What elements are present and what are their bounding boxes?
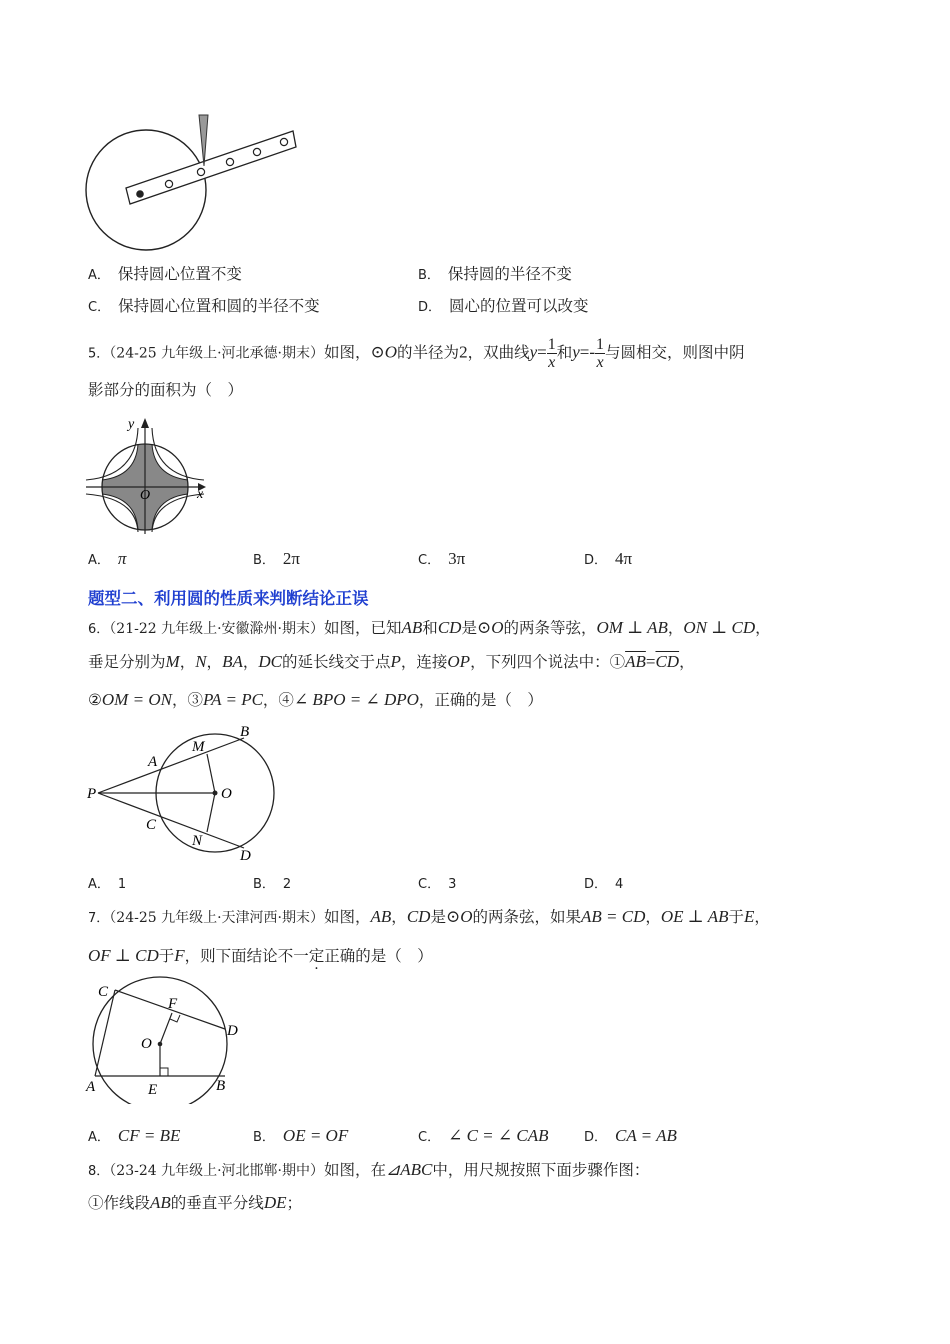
q6-option-c[interactable]: C． 3 — [418, 877, 457, 892]
label-y: y — [128, 417, 135, 432]
q4-option-c[interactable]: C． 保持圆心位置和圆的半径不变 — [88, 297, 320, 315]
label-c: C — [98, 984, 109, 1000]
label-p: P — [87, 786, 97, 802]
label-d: D — [227, 1023, 238, 1039]
label-o: O — [141, 1036, 152, 1052]
label-o: O — [221, 786, 232, 802]
figure-equal-chords — [82, 976, 252, 1104]
arc-ab: $\overline{AB}$ — [625, 652, 646, 671]
q5-option-d[interactable]: D． 4π — [584, 549, 633, 568]
figure-hyperbola-circle — [84, 414, 214, 534]
label-f: F — [168, 996, 178, 1012]
q5-option-a[interactable]: A． π — [88, 549, 127, 568]
label-a: A — [86, 1079, 96, 1095]
q7-option-c[interactable]: C． ∠ C = ∠ CAB — [418, 1126, 549, 1145]
label-m: M — [192, 739, 205, 755]
q7-option-d[interactable]: D． CA = AB — [584, 1126, 677, 1145]
label-e: E — [148, 1082, 158, 1098]
q7-option-a[interactable]: A． CF = BE — [88, 1126, 181, 1145]
q5-stem-line2: 影部分的面积为（ ） — [88, 381, 244, 399]
q4-option-b[interactable]: B． 保持圆的半径不变 — [418, 265, 572, 283]
fraction-neg-1-over-x: $\frac{1}{x}$ — [596, 336, 605, 371]
q7-option-b[interactable]: B． OE = OF — [253, 1126, 349, 1145]
section-heading: 题型二、利用圆的性质来判断结论正误 — [88, 589, 369, 608]
q7-stem-line2: OF ⊥ CD于F，则下面结论不一定正确 ·的是（ ） — [88, 946, 433, 966]
figure-two-chords — [84, 720, 284, 865]
emphasized-text: 不一定正确 · — [278, 947, 356, 965]
fraction-1-over-x: $\frac{1}{x}$ — [547, 336, 556, 371]
q5-option-c[interactable]: C． 3π — [418, 549, 466, 568]
q6-stem-line2: 垂足分别为M，N，BA，DC的延长线交于点P，连接OP，下列四个说法中：$①\overline{AB}=\overline{CD}$， — [88, 652, 695, 671]
label-b: B — [240, 724, 250, 740]
label-o: O — [140, 488, 151, 503]
q5-stem-line1: 5．（24-25 九年级上·河北承德·期末）如图，⊙O的半径为2，双曲线y= $\frac{1}{x}$ 和y=- $\frac{1}{x}$ 与圆相交，则图中阴 — [88, 336, 745, 371]
q8-stem-line1: 8．（23-24 九年级上·河北邯郸·期中）如图，在⊿ABC中，用尺规按照下面步骤作图： — [88, 1160, 650, 1179]
q4-option-a[interactable]: A． 保持圆心位置不变 — [88, 265, 242, 283]
q6-option-b[interactable]: B． 2 — [253, 877, 292, 892]
figure-ruler-circle — [80, 108, 310, 258]
q7-stem-line1: 7．（24-25 九年级上·天津河西·期末）如图，AB，CD是⊙O的两条弦，如果AB = CD，OE ⊥ AB于E， — [88, 907, 770, 926]
label-d: D — [240, 848, 251, 864]
label-x: x — [197, 487, 204, 502]
q4-option-d[interactable]: D． 圆心的位置可以改变 — [418, 297, 589, 315]
q6-stem-line1: 6．（21-22 九年级上·安徽滁州·期末）如图，已知AB和CD是⊙O的两条等弦，OM ⊥ AB，ON ⊥ CD， — [88, 618, 771, 637]
arc-cd: $\overline{CD}$ — [655, 652, 680, 671]
label-c: C — [146, 817, 157, 833]
q6-stem-line3: ②OM = ON，③PA = PC，④∠ BPO = ∠ DPO，正确的是（ ） — [88, 690, 543, 709]
label-a: A — [148, 754, 158, 770]
q6-option-a[interactable]: A． 1 — [88, 877, 127, 892]
q6-option-d[interactable]: D． 4 — [584, 877, 624, 892]
label-n: N — [192, 833, 203, 849]
q5-option-b[interactable]: B． 2π — [253, 549, 301, 568]
label-b: B — [216, 1078, 226, 1094]
q8-step1: ①作线段AB的垂直平分线DE； — [88, 1193, 302, 1212]
